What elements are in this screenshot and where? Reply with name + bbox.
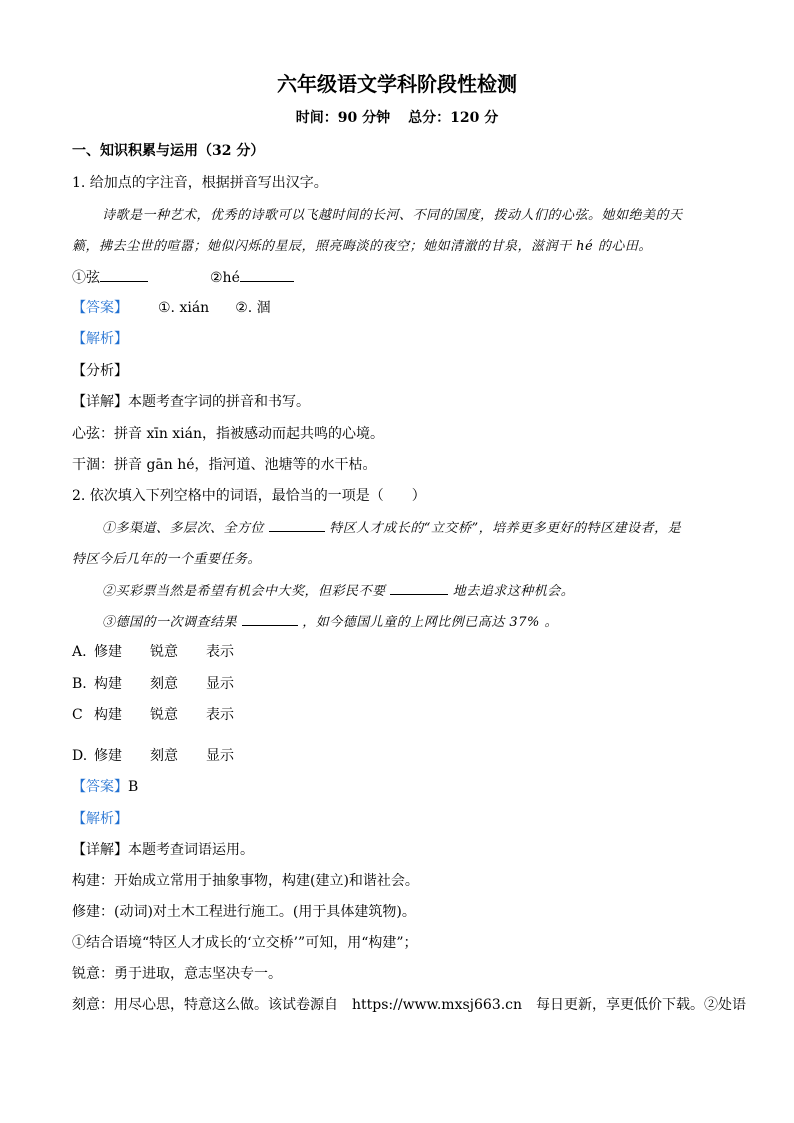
q1-line-ganhe: 干涸：拼音 gān hé，指河道、池塘等的水干枯。 <box>72 457 377 473</box>
q2-stem: 2. 依次填入下列空格中的词语，最恰当的一项是（ ） <box>72 488 426 504</box>
option-word: 修建 <box>94 644 122 660</box>
detail-text: 本题考查词语运用。 <box>128 842 254 858</box>
q2-answer-value: B <box>128 779 139 795</box>
option-word: 修建 <box>94 748 122 764</box>
answer-tag: 【答案】 <box>72 779 128 795</box>
q2-sentence3 <box>102 611 558 630</box>
answer-tag: 【答案】 <box>72 300 128 316</box>
q2-blank3 <box>242 613 298 626</box>
q2-sentence1 <box>102 517 681 536</box>
q2-sentence1-line2: 特区今后几年的一个重要任务。 <box>72 552 262 567</box>
option-word: 锐意 <box>150 644 178 660</box>
q2-s2-part2: 地去追求这种机会。 <box>452 584 575 599</box>
q2-option-b[interactable] <box>72 673 234 693</box>
q1-answer2: ②. 涸 <box>235 300 271 316</box>
blank1-label: ①弦 <box>72 270 100 286</box>
option-label: D. <box>72 748 88 764</box>
option-label: A. <box>72 644 87 660</box>
option-word: 显示 <box>206 676 234 692</box>
detail-tag: 【详解】 <box>72 394 128 410</box>
option-label: B. <box>72 676 87 692</box>
option-label: C <box>72 707 83 723</box>
q2-detail <box>72 839 254 859</box>
q1-fenxi-tag: 【分析】 <box>72 363 128 379</box>
score-label: 总分：120 分 <box>408 110 499 126</box>
q2-line-context1: ①结合语境“特区人才成长的‘立交桥’”可知，用“构建”； <box>72 935 418 951</box>
q1-answer1: ①. xián <box>158 300 210 316</box>
exam-title: 六年级语文学科阶段性检测 <box>277 72 517 96</box>
q2-line-ruiyi: 锐意：勇于进取，意志坚决专一。 <box>72 966 282 982</box>
q2-blank1 <box>269 519 325 532</box>
option-word: 构建 <box>94 707 122 723</box>
option-word: 构建 <box>94 676 122 692</box>
q2-s1-part2: 特区人才成长的“立交桥”，培养更多更好的特区建设者，是 <box>329 521 682 536</box>
exam-time-score <box>0 107 794 127</box>
q2-s1-part1: ①多渠道、多层次、全方位 <box>102 521 265 536</box>
q2-option-a[interactable] <box>72 641 234 661</box>
q1-answer <box>72 297 271 317</box>
q2-line-xiujian: 修建：(动词)对土木工程进行施工。(用于具体建筑物)。 <box>72 904 416 920</box>
q1-detail <box>72 391 310 411</box>
section-heading: 一、知识积累与运用（32 分） <box>72 143 265 159</box>
blank1-line <box>100 269 148 282</box>
q2-option-d[interactable] <box>72 745 234 765</box>
q2-s3-part1: ③德国的一次调查结果 <box>102 615 238 630</box>
q2-option-c[interactable] <box>72 704 234 724</box>
q2-analysis-tag: 【解析】 <box>72 811 128 827</box>
q1-analysis-tag: 【解析】 <box>72 331 128 347</box>
detail-tag: 【详解】 <box>72 842 128 858</box>
q2-line-goujian: 构建：开始成立常用于抽象事物，构建(建立)和谐社会。 <box>72 873 419 889</box>
q2-s2-part1: ②买彩票当然是希望有机会中大奖，但彩民不要 <box>102 584 386 599</box>
detail-text: 本题考查字词的拼音和书写。 <box>128 394 310 410</box>
q2-answer <box>72 776 138 796</box>
q1-passage-line1: 诗歌是一种艺术，优秀的诗歌可以飞越时间的长河、不同的国度，拨动人们的心弦。她如绝美的天 <box>102 208 683 223</box>
option-word: 刻意 <box>150 676 178 692</box>
blank2-label: ②hé <box>210 270 240 286</box>
option-word: 表示 <box>206 644 234 660</box>
q1-stem: 1. 给加点的字注音，根据拼音写出汉字。 <box>72 175 328 191</box>
option-word: 表示 <box>206 707 234 723</box>
q2-line-keyi: 刻意：用尽心思，特意这么做。该试卷源自 https://www.mxsj663.cn 每日更新，享更低价下载。②处语 <box>72 997 747 1013</box>
option-word: 显示 <box>206 748 234 764</box>
q2-s3-part2: ，如今德国儿童的上网比例已高达 37% 。 <box>302 615 558 630</box>
q1-line-xinxian: 心弦：拼音 xīn xián，指被感动而起共鸣的心境。 <box>72 426 385 442</box>
time-label: 时间：90 分钟 <box>295 110 391 126</box>
q2-sentence2 <box>102 580 574 599</box>
q1-blanks <box>72 267 294 287</box>
blank2-line <box>240 269 294 282</box>
option-word: 锐意 <box>150 707 178 723</box>
option-word: 刻意 <box>150 748 178 764</box>
q1-passage-line2: 籁，拂去尘世的喧嚣；她似闪烁的星辰，照亮晦淡的夜空；她如清澈的甘泉，滋润干 hé 的心田。 <box>72 239 652 254</box>
q2-blank2 <box>390 582 448 595</box>
